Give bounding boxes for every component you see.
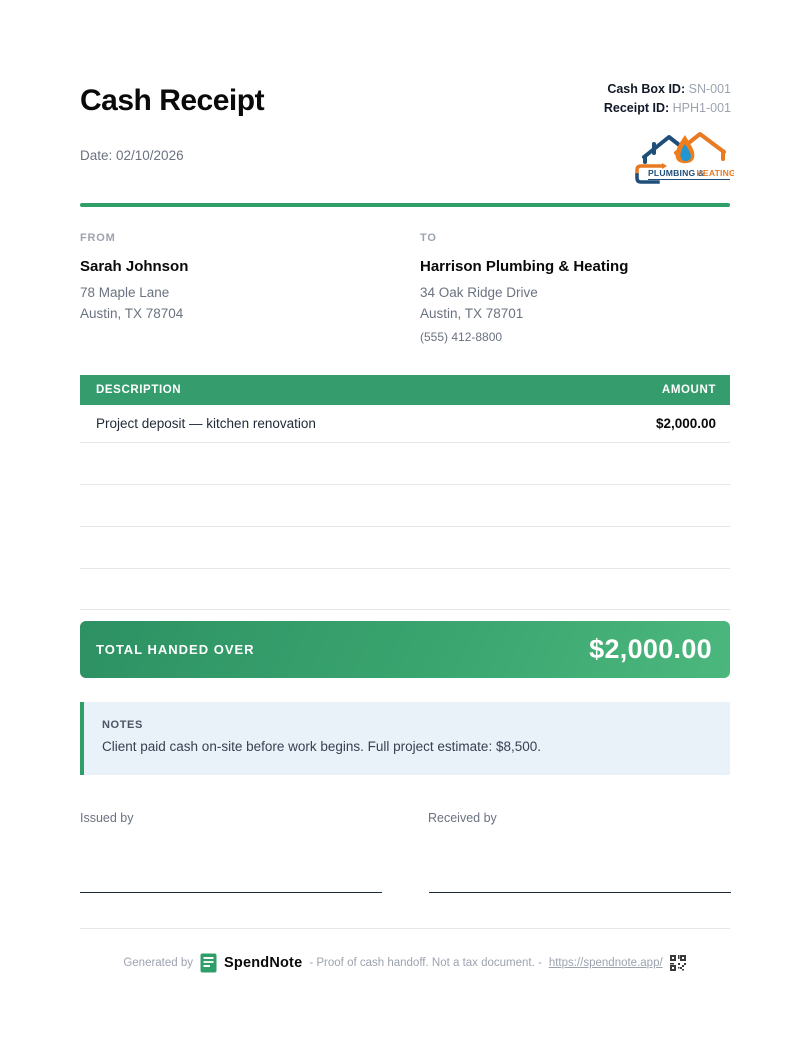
to-address-line1: 34 Oak Ridge Drive (420, 285, 538, 300)
line-item-amount: $2,000.00 (655, 416, 716, 431)
cash-box-id-label: Cash Box ID: (607, 82, 686, 96)
table-row-empty (80, 485, 730, 527)
received-by-signature-line[interactable] (429, 892, 731, 893)
page-title: Cash Receipt (80, 84, 265, 117)
header-divider (80, 203, 730, 207)
received-by-label: Received by (428, 811, 497, 825)
issued-by-label: Issued by (80, 811, 134, 825)
notes-text: Client paid cash on-site before work begins. Full project estimate: $8,500. (102, 739, 541, 754)
footer-divider (80, 928, 730, 929)
from-name: Sarah Johnson (80, 258, 189, 275)
to-section-label: TO (420, 232, 437, 244)
table-header-row (80, 375, 730, 405)
receipt-id-value: HPH1-001 (672, 101, 731, 115)
cash-box-id-line (604, 80, 731, 99)
total-label: TOTAL HANDED OVER (96, 642, 255, 657)
spendnote-brand-text: SpendNote (224, 955, 303, 971)
to-address-line2: Austin, TX 78701 (420, 306, 524, 321)
footer (0, 950, 809, 976)
plumbing-heating-logo-graphic (628, 126, 734, 188)
table-row-empty (80, 527, 730, 569)
spendnote-link[interactable]: https://spendnote.app/ (548, 957, 663, 969)
logo-text-heating: HEATING (696, 168, 734, 178)
receipt-id-block (604, 80, 731, 118)
table-row-empty (80, 443, 730, 485)
receipt-date: Date: 02/10/2026 (80, 148, 184, 163)
to-phone: (555) 412-8800 (420, 330, 503, 344)
notes-label: NOTES (102, 719, 143, 731)
logo-text-plumbing: PLUMBING & (648, 168, 705, 178)
to-name: Harrison Plumbing & Heating (420, 258, 629, 275)
generated-by-text: Generated by (123, 957, 194, 969)
cash-box-id-value: SN-001 (688, 82, 731, 96)
total-handed-over-bar (80, 621, 730, 678)
total-amount: $2,000.00 (589, 634, 712, 664)
table-row-empty (80, 569, 730, 610)
qr-code-icon (670, 955, 686, 971)
line-items-table (80, 375, 730, 610)
from-address-line2: Austin, TX 78704 (80, 306, 184, 321)
table-row (80, 405, 730, 443)
issued-by-signature-line[interactable] (80, 892, 382, 893)
from-address-line1: 78 Maple Lane (80, 285, 170, 300)
description-column-header: DESCRIPTION (96, 384, 182, 396)
spendnote-note-icon (200, 953, 217, 973)
receipt-id-line (604, 99, 731, 118)
footer-tagline: - Proof of cash handoff. Not a tax document. - (309, 957, 542, 969)
from-section-label: FROM (80, 232, 116, 244)
receipt-id-label: Receipt ID: (603, 101, 670, 115)
plumbing-heating-logo (628, 126, 734, 188)
notes-section (80, 702, 730, 775)
line-item-description: Project deposit — kitchen renovation (96, 416, 316, 431)
amount-column-header: AMOUNT (661, 384, 716, 396)
